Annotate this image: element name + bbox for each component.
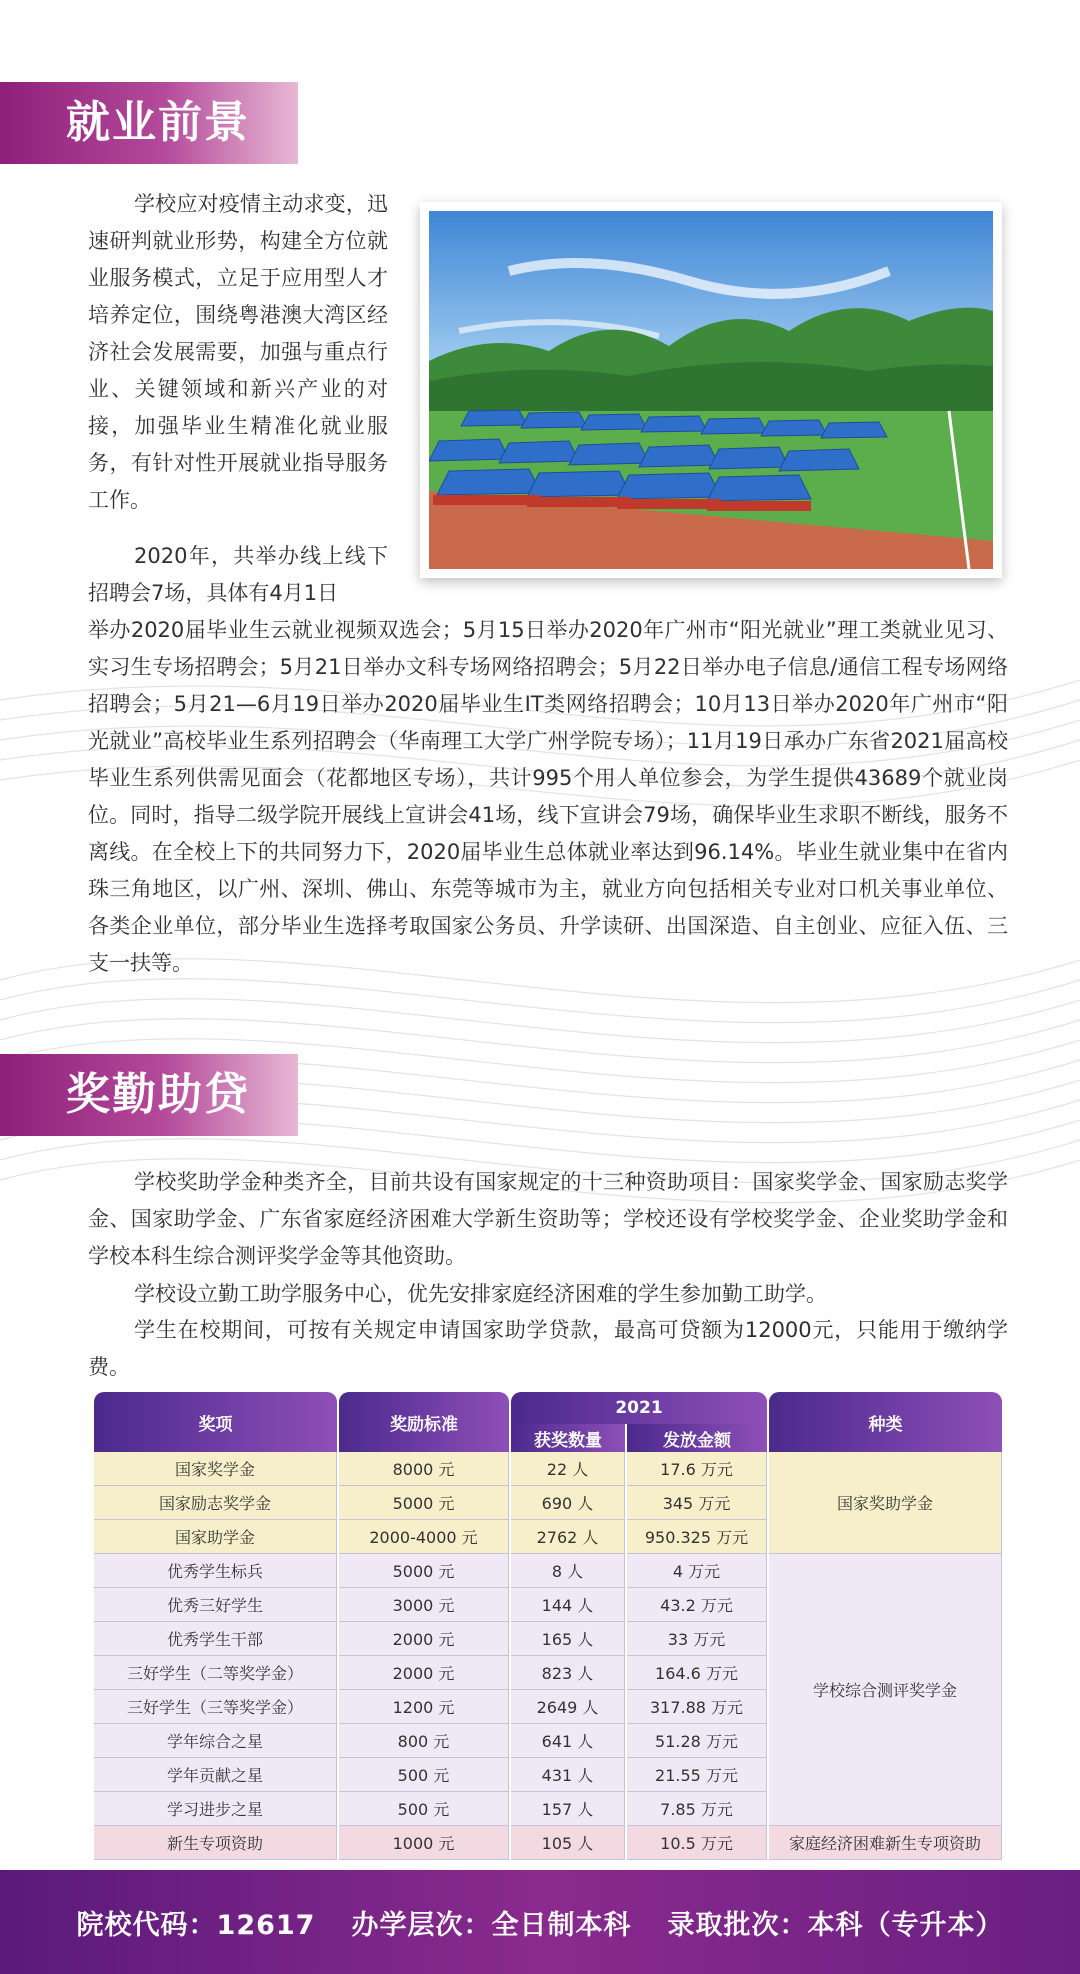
cell-count: 165 人: [511, 1622, 625, 1656]
footer-education-level: 办学层次：全日制本科: [351, 1909, 632, 1941]
cell-amount: 51.28 万元: [627, 1724, 767, 1758]
cell-item: 优秀学生标兵: [94, 1554, 337, 1588]
cell-standard: 5000 元: [339, 1554, 509, 1588]
category-newstudent: 家庭经济困难新生专项资助: [769, 1826, 1002, 1860]
cell-amount: 4 万元: [627, 1554, 767, 1588]
cell-standard: 8000 元: [339, 1452, 509, 1486]
header-year: 2021: [511, 1392, 767, 1424]
cell-item: 优秀学生干部: [94, 1622, 337, 1656]
scholarship-table: [92, 1392, 1004, 1860]
cell-standard: 500 元: [339, 1792, 509, 1826]
cell-standard: 2000-4000 元: [339, 1520, 509, 1554]
employment-paragraph-2-body: 举办2020届毕业生云就业视频双选会；5月15日举办2020年广州市“阳光就业”理工类就业见习、实习生专场招聘会；5月21日举办文科专场网络招聘会；5月22日举办电子信息/通信工程专场网络招聘会；5月21—6月19日举办2020届毕业生IT类网络招聘会；10月13日举办2020年广州市“阳光就业”高校毕业生系列招聘会（华南理工大学广州学院专场）；11月19日承办广东省2021届高校毕业生系列供需见面会（花都地区专场），共计995个用人单位参会，为学生提供43689个就业岗位。同时，指导二级学院开展线上宣讲会41场，线下宣讲会79场，确保毕业生求职不断线，服务不离线。在全校上下的共同努力下，2020届毕业生总体就业率达到96.14%。毕业生就业集中在省内珠三角地区，以广州、深圳、佛山、东莞等城市为主，就业方向包括相关专业对口机关事业单位、各类企业单位，部分毕业生选择考取国家公务员、升学读研、出国深造、自主创业、应征入伍、三支一扶等。: [88, 618, 1008, 975]
cell-amount: 7.85 万元: [627, 1792, 767, 1826]
job-fair-illustration: [429, 211, 993, 569]
cell-standard: 2000 元: [339, 1622, 509, 1656]
cell-count: 2649 人: [511, 1690, 625, 1724]
section-title-employment: 就业前景: [0, 82, 298, 164]
cell-standard: 3000 元: [339, 1588, 509, 1622]
cell-amount: 21.55 万元: [627, 1758, 767, 1792]
cell-item: 三好学生（二等奖学金）: [94, 1656, 337, 1690]
cell-amount: 345 万元: [627, 1486, 767, 1520]
cell-count: 144 人: [511, 1588, 625, 1622]
section-title-aid: 奖勤助贷: [0, 1054, 298, 1136]
header-standard: 奖励标准: [339, 1392, 509, 1452]
employment-paragraph-2-head: 2020年，共举办线上线下招聘会7场，具体有4月1日: [88, 544, 388, 605]
header-count: 获奖数量: [511, 1424, 625, 1452]
aid-paragraph-1: 学校奖助学金种类齐全，目前共设有国家规定的十三种资助项目：国家奖学金、国家励志奖学金、国家助学金、广东省家庭经济困难大学新生资助等；学校还设有学校奖学金、企业奖助学金和学校本科生综合测评奖学金等其他资助。: [88, 1170, 1008, 1268]
cell-item: 学年贡献之星: [94, 1758, 337, 1792]
cell-item: 国家奖学金: [94, 1452, 337, 1486]
cell-amount: 317.88 万元: [627, 1690, 767, 1724]
cell-count: 641 人: [511, 1724, 625, 1758]
cell-amount: 164.6 万元: [627, 1656, 767, 1690]
cell-standard: 1200 元: [339, 1690, 509, 1724]
employment-paragraph-1: 学校应对疫情主动求变，迅速研判就业形势，构建全方位就业服务模式，立足于应用型人才培养定位，围绕粤港澳大湾区经济社会发展需要，加强与重点行业、关键领域和新兴产业的对接，加强毕业生精准化就业服务，有针对性开展就业指导服务工作。: [88, 192, 388, 512]
cell-amount: 33 万元: [627, 1622, 767, 1656]
footer-info-bar: [0, 1870, 1080, 1974]
footer-admission-batch: 录取批次：本科（专升本）: [667, 1909, 1004, 1941]
header-category: 种类: [769, 1392, 1002, 1452]
employment-paragraph-2: [88, 538, 1008, 982]
cell-amount: 10.5 万元: [627, 1826, 767, 1860]
cell-item: 国家助学金: [94, 1520, 337, 1554]
header-amount: 发放金额: [627, 1424, 767, 1452]
aid-paragraph-3: 学生在校期间，可按有关规定申请国家助学贷款，最高可贷额为12000元，只能用于缴纳学费。: [88, 1318, 1008, 1379]
job-fair-photo: [420, 202, 1002, 578]
cell-count: 2762 人: [511, 1520, 625, 1554]
aid-paragraph-2: 学校设立勤工助学服务中心，优先安排家庭经济困难的学生参加勤工助学。: [134, 1282, 827, 1306]
cell-amount: 43.2 万元: [627, 1588, 767, 1622]
cell-standard: 800 元: [339, 1724, 509, 1758]
table-row: [94, 1452, 1002, 1486]
cell-count: 105 人: [511, 1826, 625, 1860]
cell-amount: 950.325 万元: [627, 1520, 767, 1554]
cell-amount: 17.6 万元: [627, 1452, 767, 1486]
cell-item: 学年综合之星: [94, 1724, 337, 1758]
cell-count: 22 人: [511, 1452, 625, 1486]
cell-standard: 500 元: [339, 1758, 509, 1792]
table-row: [94, 1826, 1002, 1860]
cell-count: 8 人: [511, 1554, 625, 1588]
cell-item: 新生专项资助: [94, 1826, 337, 1860]
category-school: 学校综合测评奖学金: [769, 1554, 1002, 1826]
cell-count: 823 人: [511, 1656, 625, 1690]
category-national: 国家奖助学金: [769, 1452, 1002, 1554]
table-row: [94, 1554, 1002, 1588]
cell-item: 国家励志奖学金: [94, 1486, 337, 1520]
header-item: 奖项: [94, 1392, 337, 1452]
cell-item: 学习进步之星: [94, 1792, 337, 1826]
cell-item: 优秀三好学生: [94, 1588, 337, 1622]
cell-count: 431 人: [511, 1758, 625, 1792]
cell-standard: 2000 元: [339, 1656, 509, 1690]
footer-school-code: 院校代码：12617: [76, 1909, 316, 1941]
cell-standard: 1000 元: [339, 1826, 509, 1860]
cell-count: 690 人: [511, 1486, 625, 1520]
cell-standard: 5000 元: [339, 1486, 509, 1520]
cell-item: 三好学生（三等奖学金）: [94, 1690, 337, 1724]
cell-count: 157 人: [511, 1792, 625, 1826]
